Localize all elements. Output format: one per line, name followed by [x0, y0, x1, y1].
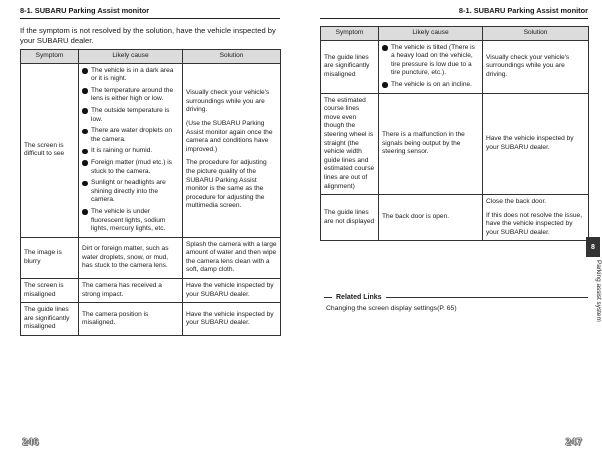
table-row [321, 93, 589, 195]
related-links-heading [324, 294, 588, 301]
solution-cell: Have the vehicle inspected by your SUBARU dealer. [483, 93, 589, 195]
cause-cell: The camera has received a strong impact. [79, 279, 183, 303]
symptom-cell: The screen is misaligned [21, 279, 79, 303]
bullet-icon [82, 88, 88, 94]
troubleshooting-table [320, 26, 589, 241]
table-row [21, 237, 281, 278]
divider [324, 297, 332, 298]
solution-cell: Have the vehicle inspected by your SUBARU dealer. [183, 303, 281, 336]
chapter-tab[interactable]: 8 [586, 237, 600, 257]
table-row [21, 63, 281, 237]
bullet-icon [82, 160, 88, 166]
cause-item: The vehicle is on an incline. [382, 81, 479, 90]
cause-item: It is raining or humid. [82, 147, 179, 156]
divider [386, 297, 588, 298]
solution-text: Close the back door. [486, 198, 547, 206]
solution-cell: Splash the camera with a large amount of water and then wipe the camera lens clean with a soft, damp cloth. [183, 237, 281, 278]
bullet-icon [82, 108, 88, 114]
bullet-icon [82, 149, 88, 155]
cause-cell: The camera position is misaligned. [79, 303, 183, 336]
page-number: 246 [22, 437, 39, 448]
section-header: 8-1. SUBARU Parking Assist monitor [20, 6, 280, 19]
table-row [21, 279, 281, 303]
solution-cell [183, 63, 281, 237]
table-row [21, 303, 281, 336]
solution-cell [483, 195, 589, 241]
intro-text: If the symptom is not resolved by the solution, have the vehicle inspected by your SUBARU dealer. [20, 26, 276, 45]
cause-item: Sunlight or headlights are shining directly into the camera. [82, 179, 179, 205]
column-header-symptom: Symptom [321, 27, 379, 41]
cause-item: The temperature around the lens is either high or low. [82, 87, 179, 104]
cause-item: The vehicle is in a dark area or it is night. [82, 67, 179, 84]
related-link[interactable]: Changing the screen display settings(P. 65) [326, 305, 457, 312]
related-links-title: Related Links [336, 294, 382, 301]
table-row [321, 195, 589, 241]
table-row [321, 40, 589, 93]
solution-cell: Visually check your vehicle's surroundings while you are driving. [483, 40, 589, 93]
column-header-symptom: Symptom [21, 50, 79, 64]
symptom-cell: The screen is difficult to see [21, 63, 79, 237]
symptom-cell: The image is blurry [21, 237, 79, 278]
solution-text: If this does not resolve the issue, have the vehicle inspected by your SUBARU dealer. [486, 211, 583, 236]
symptom-cell: The estimated course lines move even though the steering wheel is straight (the vehicle width guide lines and estimated course lines are out of alignment) [321, 93, 379, 195]
page-number: 247 [565, 437, 582, 448]
column-header-solution: Solution [483, 27, 589, 41]
bullet-icon [382, 82, 388, 88]
cause-cell [79, 63, 183, 237]
troubleshooting-table [20, 49, 281, 336]
cause-item: The vehicle is under fluorescent lights, sodium lights, mercury lights, etc. [82, 208, 179, 234]
bullet-icon [82, 129, 88, 135]
chapter-label: Parking assist system [595, 260, 602, 322]
solution-text: Visually check your vehicle's surroundings while you are driving. [186, 89, 270, 114]
bullet-icon [82, 68, 88, 74]
cause-item: Foreign matter (mud etc.) is stuck to the camera. [82, 159, 179, 176]
cause-cell: The back door is open. [379, 195, 483, 241]
left-page [0, 0, 290, 462]
cause-cell [379, 40, 483, 93]
cause-item: The vehicle is tilted (There is a heavy load on the vehicle, tire pressure is low due to a tire puncture, etc.). [382, 44, 479, 78]
column-header-cause: Likely cause [379, 27, 483, 41]
bullet-icon [82, 181, 88, 187]
cause-cell: Dirt or foreign matter, such as water droplets, snow, or mud, has stuck to the camera lens. [79, 237, 183, 278]
cause-item: The outside temperature is low. [82, 107, 179, 124]
bullet-icon [382, 45, 388, 51]
symptom-cell: The guide lines are significantly misaligned [321, 40, 379, 93]
solution-text: The procedure for adjusting the picture quality of the SUBARU Parking Assist monitor is the same as the procedure for adjusting the multimedia screen. [186, 159, 267, 210]
bullet-icon [82, 209, 88, 215]
section-header: 8-1. SUBARU Parking Assist monitor [320, 6, 588, 19]
column-header-cause: Likely cause [79, 50, 183, 64]
column-header-solution: Solution [183, 50, 281, 64]
related-links [324, 294, 588, 312]
right-page [310, 0, 600, 462]
symptom-cell: The guide lines are significantly misaligned [21, 303, 79, 336]
solution-text: (Use the SUBARU Parking Assist monitor again once the camera and conditions have improved.) [186, 120, 273, 153]
solution-cell: Have the vehicle inspected by your SUBARU dealer. [183, 279, 281, 303]
cause-item: There are water droplets on the camera. [82, 127, 179, 144]
cause-cell: There is a malfunction in the signals being output by the steering sensor. [379, 93, 483, 195]
symptom-cell: The guide lines are not displayed [321, 195, 379, 241]
